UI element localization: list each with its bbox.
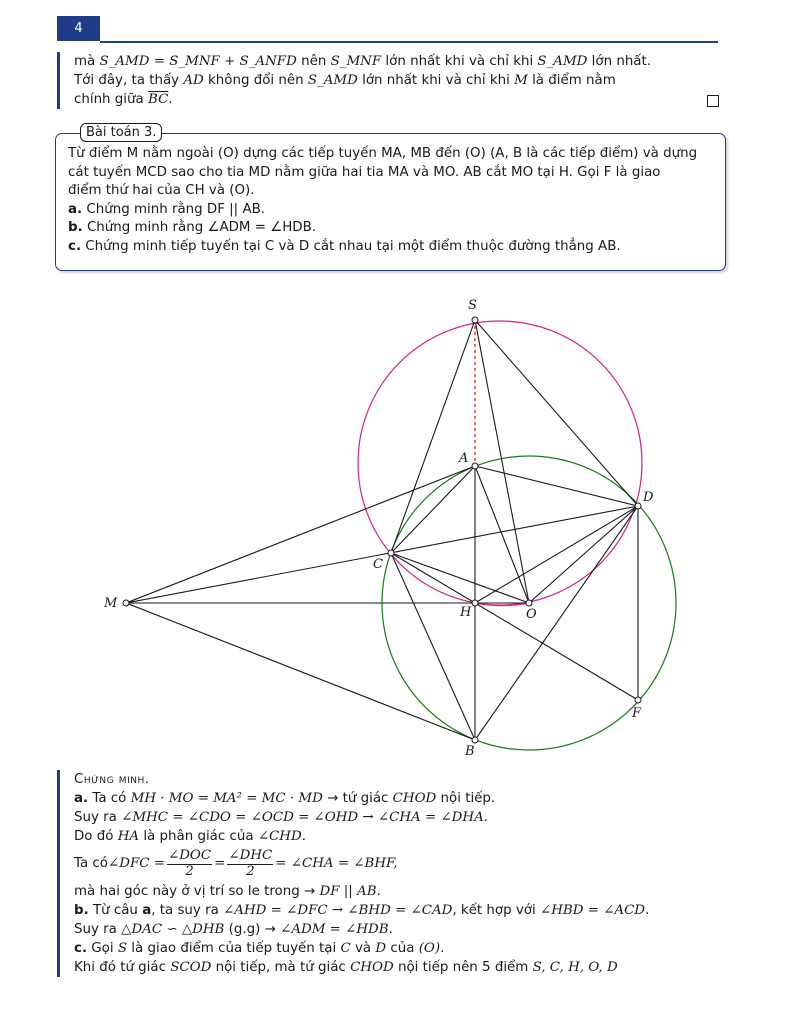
- proof-c-line-2: Khi đó tứ giác SCOD nội tiếp, mà tứ giác CHOD nội tiếp nên 5 điểm S, C, H, O, D: [74, 960, 618, 975]
- proof-a-line-5: mà hai góc này ở vị trí so le trong → DF || AB.: [74, 884, 381, 899]
- problem-part-c: c. Chứng minh tiếp tuyến tại C và D cắt nhau tại một điểm thuộc đường thẳng AB.: [68, 238, 621, 254]
- label-d: D: [643, 490, 654, 505]
- problem-part-b: b. Chứng minh rằng ∠ADM = ∠HDB.: [68, 220, 317, 235]
- label-a: A: [459, 451, 469, 466]
- intro-line-2: Tới đây, ta thấy AD không đổi nên S_AMD lớn nhất khi và chỉ khi M là điểm nằm: [74, 73, 616, 88]
- circle-scod: [358, 321, 642, 605]
- problem-line: điểm thứ hai của CH và (O).: [68, 183, 255, 198]
- label-m: M: [104, 596, 118, 611]
- intro-line-3: chính giữa $\overline{BC}$.: [74, 92, 173, 107]
- proof-a-line-3: Do đó HA là phân giác của ∠CHD.: [74, 829, 306, 844]
- proof-b-line-2: Suy ra △DAC ∽ △DHB (g.g) → ∠ADM = ∠HDB.: [74, 922, 393, 937]
- figure-points: [123, 317, 641, 743]
- proof-c-line-1: c. Gọi S là giao điểm của tiếp tuyến tại C và D của (O).: [74, 941, 445, 956]
- page-number: 4: [57, 16, 100, 41]
- fraction-doc: $\frac{\text{∠DOC}}{2}$: [167, 847, 212, 879]
- label-h: H: [460, 605, 472, 620]
- problem-part-a: a. Chứng minh rằng DF || AB.: [68, 201, 266, 217]
- problem-line: cát tuyến MCD sao cho tia MD nằm giữa hai tia MA và MO. AB cắt MO tại H. Gọi F là giao: [68, 164, 661, 180]
- label-c: C: [373, 557, 383, 572]
- intro-line-1: mà S_AMD = S_MNF + S_ANFD nên S_MNF lớn nhất khi và chỉ khi S_AMD lớn nhất.: [74, 54, 652, 69]
- proof-block: [57, 770, 649, 977]
- label-f: F: [632, 706, 642, 721]
- proof-a-line-4: Ta có ∠DFC = $\frac{\text{∠DOC}}{2}$ = $\frac{\text{∠DHC}}{2}$ = ∠CHA = ∠BHF,: [74, 847, 398, 879]
- problem-title: Bài toán 3.: [80, 123, 162, 142]
- problem-line: Từ điểm M nằm ngoài (O) dựng các tiếp tuyến MA, MB đến (O) (A, B là các tiếp điểm) và dựng: [68, 146, 698, 161]
- label-o: O: [526, 607, 537, 622]
- label-s: S: [468, 298, 477, 313]
- proof-b-line-1: b. Từ câu a, ta suy ra ∠AHD = ∠DFC → ∠BHD = ∠CAD, kết hợp với ∠HBD = ∠ACD.: [74, 903, 650, 918]
- fraction-dhc: $\frac{\text{∠DHC}}{2}$: [228, 847, 273, 879]
- proof-heading: Chứng minh.: [74, 772, 150, 787]
- proof-a-line-2: Suy ra ∠MHC = ∠CDO = ∠OCD = ∠OHD → ∠CHA = ∠DHA.: [74, 810, 489, 825]
- label-b: B: [465, 744, 475, 759]
- proof-a-line-1: a. Ta có MH · MO = MA² = MC · MD → tứ giác CHOD nội tiếp.: [74, 791, 496, 806]
